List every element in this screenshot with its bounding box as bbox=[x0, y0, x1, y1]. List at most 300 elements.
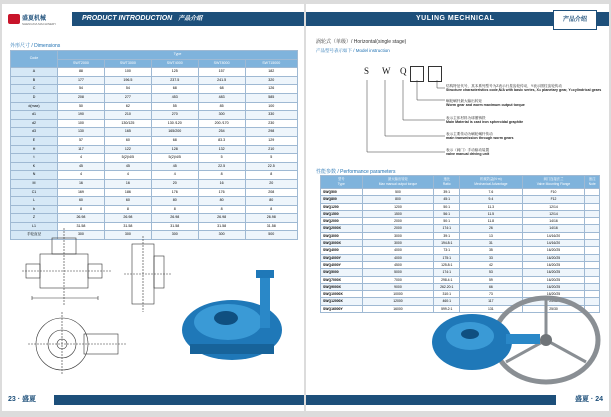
dimension-value-cell: 85 bbox=[198, 102, 245, 111]
performance-header-cn: 阀门连接法兰 bbox=[543, 177, 564, 181]
performance-cell: SWQ1500 bbox=[321, 210, 363, 217]
performance-cell: SWQ4000Y bbox=[321, 254, 363, 261]
dimension-row bbox=[11, 68, 298, 77]
dimension-value-cell: 26.98 bbox=[104, 214, 151, 223]
performance-cell: 11.5 bbox=[460, 210, 522, 217]
dimension-value-cell: 8 bbox=[58, 205, 105, 214]
model-item-3: 表示主体材料为球墨铸铁 Main Material is cast iron spheroidal graphite bbox=[446, 116, 524, 124]
dimension-row bbox=[11, 119, 298, 128]
dimension-value-cell: 8 bbox=[198, 205, 245, 214]
dimension-value-cell: 88 bbox=[58, 68, 105, 77]
performance-cell bbox=[585, 225, 600, 232]
dimension-code-cell: C1 bbox=[11, 188, 58, 197]
performance-cell: 7000 bbox=[362, 276, 434, 283]
bottom-view-drawing bbox=[28, 312, 126, 374]
dimension-code-cell: E bbox=[11, 136, 58, 145]
dimension-value-cell: 54 bbox=[104, 85, 151, 94]
dimension-row bbox=[11, 102, 298, 111]
dimension-value-cell: 117 bbox=[58, 145, 105, 154]
performance-cell: SWQ500 bbox=[321, 189, 363, 196]
dimension-row bbox=[11, 128, 298, 137]
horizontal-section-title: 涡轮式（单级）/ Horizontal(single stage) bbox=[316, 39, 407, 45]
performance-cell bbox=[585, 218, 600, 225]
performance-table bbox=[320, 175, 600, 313]
dimension-value-cell: 5(2)/4/5 bbox=[104, 154, 151, 163]
left-page-number: 23 bbox=[8, 396, 16, 403]
performance-row bbox=[321, 247, 600, 254]
dimension-row bbox=[11, 188, 298, 197]
performance-cell: 31 bbox=[460, 240, 522, 247]
performance-cell: 500 bbox=[362, 189, 434, 196]
performance-cell: 73 bbox=[460, 291, 522, 298]
code-header: Code bbox=[11, 51, 58, 68]
performance-header-cn: 最大输出转矩 bbox=[388, 177, 408, 181]
dimensions-section-title: 外形尺寸 / Dimensions bbox=[10, 43, 61, 49]
dimension-row bbox=[11, 214, 298, 223]
performance-header-cn: 速比 bbox=[443, 177, 451, 181]
performance-cell: SWQ10000X bbox=[321, 291, 363, 298]
performance-cell: 16000 bbox=[362, 305, 434, 312]
dimension-value-cell: 8 bbox=[198, 171, 245, 180]
performance-cell: SWQ12000X bbox=[321, 298, 363, 305]
model-item-4: 表示主要传动为蜗轮蜗杆传动 main transmission through worm gears bbox=[446, 132, 514, 140]
performance-cell: SWQ9000X bbox=[321, 283, 363, 290]
dimension-value-cell: 68 bbox=[151, 136, 198, 145]
dimension-value-cell: 26.98 bbox=[198, 214, 245, 223]
dimension-value-cell: 55 bbox=[151, 102, 198, 111]
performance-cell: 39:1 bbox=[434, 189, 460, 196]
performance-section-title: 性能参数 / Performance parameters bbox=[316, 169, 396, 175]
dimension-value-cell: 80 bbox=[245, 197, 297, 206]
dimension-value-cell: 208 bbox=[58, 93, 105, 102]
right-footer: 盛夏 · 24 bbox=[574, 396, 603, 403]
model-header: SWT3000 bbox=[104, 59, 151, 68]
performance-cell: 56:1 bbox=[434, 210, 460, 217]
dimension-code-cell: K bbox=[11, 162, 58, 171]
performance-cell: 16/20/25 bbox=[522, 291, 585, 298]
model-header: SWT15000 bbox=[245, 59, 297, 68]
dimension-row bbox=[11, 197, 298, 206]
performance-header bbox=[460, 176, 522, 189]
dimension-value-cell: 186 bbox=[104, 188, 151, 197]
dimension-row bbox=[11, 85, 298, 94]
right-page-number: 24 bbox=[595, 396, 603, 403]
performance-cell: 14/16 bbox=[522, 218, 585, 225]
dimension-code-cell: N bbox=[11, 171, 58, 180]
performance-row bbox=[321, 254, 600, 261]
dimension-row bbox=[11, 111, 298, 120]
dimension-value-cell: 300 bbox=[58, 231, 105, 240]
performance-cell bbox=[585, 232, 600, 239]
dimension-row bbox=[11, 154, 298, 163]
performance-cell: 4000 bbox=[362, 247, 434, 254]
performance-row bbox=[321, 189, 600, 196]
performance-cell: 1500 bbox=[362, 210, 434, 217]
performance-cell bbox=[585, 189, 600, 196]
performance-row bbox=[321, 240, 600, 247]
dimension-code-cell: 手轮直径 bbox=[11, 231, 58, 240]
brand-name-cn: 盛夏机械 bbox=[22, 16, 47, 22]
performance-cell: 16/20/25 bbox=[522, 276, 585, 283]
performance-cell: 16/20/25 bbox=[522, 283, 585, 290]
performance-cell: 1200 bbox=[362, 203, 434, 210]
performance-cell: 175:1 bbox=[434, 254, 460, 261]
dimension-row bbox=[11, 179, 298, 188]
dimension-row bbox=[11, 205, 298, 214]
side-view-drawing bbox=[124, 236, 172, 312]
dimension-value-cell: 300 bbox=[198, 231, 245, 240]
performance-cell: 4500 bbox=[362, 261, 434, 268]
performance-cell: 800 bbox=[362, 196, 434, 203]
model-item-1: 结构特征代号，其本系列型号为Z表示行星齿轮传动，Y表示圆柱齿轮传动 Structure characteristics code,N/A with basic series, X= planetary gear, Y=cylindrical gears bbox=[446, 84, 602, 92]
performance-cell: 11.3 bbox=[460, 203, 522, 210]
dimension-value-cell: 20 bbox=[245, 179, 297, 188]
dimension-value-cell: 190 bbox=[58, 111, 105, 120]
dimension-value-cell: 230 bbox=[245, 119, 297, 128]
performance-header bbox=[321, 176, 363, 189]
performance-cell: 12000 bbox=[362, 298, 434, 305]
performance-cell bbox=[585, 254, 600, 261]
performance-header bbox=[362, 176, 434, 189]
right-header-tag: 产品介绍 bbox=[553, 10, 597, 30]
performance-cell: 5000 bbox=[362, 269, 434, 276]
performance-header-en: Ratio bbox=[442, 182, 451, 186]
performance-cell: 45:1 bbox=[434, 196, 460, 203]
performance-cell bbox=[585, 210, 600, 217]
performance-cell: 298.4:1 bbox=[434, 276, 460, 283]
dimension-value-cell: 60 bbox=[58, 197, 105, 206]
dimension-value-cell: 129 bbox=[245, 136, 297, 145]
performance-cell: 9000 bbox=[362, 283, 434, 290]
dimension-value-cell: 31.58 bbox=[198, 222, 245, 231]
dimension-value-cell: 5 bbox=[245, 154, 297, 163]
model-header: SWT2000 bbox=[58, 59, 105, 68]
left-header-title: PRODUCT INTRODUCTION 产品介绍 bbox=[82, 15, 203, 22]
model-instruction-title: 产品型号表示如下 / Model instruction bbox=[316, 48, 390, 53]
model-letter-3: Q bbox=[400, 66, 407, 76]
performance-cell: 174:1 bbox=[434, 269, 460, 276]
dimension-value-cell: 16 bbox=[104, 179, 151, 188]
dimension-value-cell: 210 bbox=[245, 145, 297, 154]
dimension-value-cell: 128 bbox=[151, 145, 198, 154]
performance-cell: 25/30 bbox=[522, 305, 585, 312]
dimension-row bbox=[11, 162, 298, 171]
performance-header bbox=[585, 176, 600, 189]
performance-cell: 25/30 bbox=[522, 298, 585, 305]
performance-row bbox=[321, 283, 600, 290]
dimension-row bbox=[11, 93, 298, 102]
performance-row bbox=[321, 232, 600, 239]
performance-cell: SWQ3000X bbox=[321, 240, 363, 247]
dimension-value-cell: 157 bbox=[198, 68, 245, 77]
performance-cell: 12/14 bbox=[522, 210, 585, 217]
model-letter-2: W bbox=[382, 66, 391, 76]
left-footer-brand: 盛夏 bbox=[22, 396, 37, 403]
dimension-value-cell: 100 bbox=[104, 68, 151, 77]
dimension-value-cell: 237.5 bbox=[151, 76, 198, 85]
dimension-value-cell: 130 bbox=[58, 128, 105, 137]
right-header-title: YULING MECHNICAL bbox=[416, 15, 495, 22]
dimension-value-cell: 83.3 bbox=[198, 136, 245, 145]
model-item-5: 表示（阀门）手动驱动装置 valve manual driving unit bbox=[446, 148, 490, 156]
dimension-value-cell: 26.98 bbox=[245, 214, 297, 223]
dimension-value-cell: 300 bbox=[151, 231, 198, 240]
performance-cell: SWQ800 bbox=[321, 196, 363, 203]
performance-cell: 4000 bbox=[362, 254, 434, 261]
left-footer: 23 · 盛夏 bbox=[8, 396, 37, 403]
performance-cell: 13 bbox=[460, 232, 522, 239]
dimension-row bbox=[11, 171, 298, 180]
model-item-2: 蜗轮蜗杆最大输出转矩 Worm gear and worm maximum output torque bbox=[446, 99, 525, 107]
dimension-value-cell: 8 bbox=[104, 205, 151, 214]
dimension-row bbox=[11, 136, 298, 145]
dimension-value-cell: 80 bbox=[151, 197, 198, 206]
dimension-value-cell: 26.98 bbox=[151, 214, 198, 223]
performance-cell: 16/20/25 bbox=[522, 247, 585, 254]
performance-cell bbox=[585, 261, 600, 268]
performance-row bbox=[321, 261, 600, 268]
dimension-value-cell: 68 bbox=[198, 85, 245, 94]
performance-cell: 50:1 bbox=[434, 218, 460, 225]
performance-cell: SWQ3000 bbox=[321, 232, 363, 239]
performance-cell: 59 bbox=[460, 276, 522, 283]
dimension-value-cell: 62 bbox=[104, 102, 151, 111]
dimension-value-cell: 176 bbox=[198, 188, 245, 197]
dimension-value-cell: 26.98 bbox=[58, 214, 105, 223]
dimension-value-cell: 22.5 bbox=[245, 162, 297, 171]
left-header-bar bbox=[72, 12, 304, 26]
dimension-value-cell: 45 bbox=[104, 162, 151, 171]
dimension-value-cell: 80 bbox=[198, 197, 245, 206]
performance-cell: 310:1 bbox=[434, 291, 460, 298]
dimension-value-cell: 130 /120 bbox=[151, 119, 198, 128]
performance-cell: 194.8:1 bbox=[434, 240, 460, 247]
dimension-value-cell: 182 bbox=[245, 68, 297, 77]
handwheel-gearbox-photo bbox=[426, 294, 606, 394]
performance-row bbox=[321, 196, 600, 203]
dimension-row bbox=[11, 145, 298, 154]
performance-cell: SWQ7000X bbox=[321, 276, 363, 283]
dimension-value-cell: 31.58 bbox=[245, 222, 297, 231]
performance-cell: 14/16/20 bbox=[522, 232, 585, 239]
dimension-value-cell: 200 /170 bbox=[198, 119, 245, 128]
dimension-value-cell: 320 bbox=[245, 76, 297, 85]
performance-cell bbox=[585, 203, 600, 210]
dimension-value-cell: 126 bbox=[245, 85, 297, 94]
dimension-value-cell: 31.58 bbox=[151, 222, 198, 231]
dimension-code-cell: L1 bbox=[11, 222, 58, 231]
gearbox-product-photo bbox=[182, 270, 282, 360]
dimension-value-cell: 68 bbox=[151, 85, 198, 94]
performance-cell: 14/16 bbox=[522, 225, 585, 232]
dimension-value-cell: 165 bbox=[104, 128, 151, 137]
performance-row bbox=[321, 218, 600, 225]
dimension-value-cell: 585 bbox=[245, 93, 297, 102]
performance-cell: SWQ5000 bbox=[321, 269, 363, 276]
dimension-code-cell: D bbox=[11, 93, 58, 102]
performance-row bbox=[321, 225, 600, 232]
performance-cell bbox=[585, 276, 600, 283]
performance-cell: SWQ4000 bbox=[321, 247, 363, 254]
performance-header-en: Max manual output torque bbox=[378, 182, 418, 186]
model-header: SWT4000 bbox=[151, 59, 198, 68]
performance-cell: 3000 bbox=[362, 240, 434, 247]
performance-cell: 174:1 bbox=[434, 225, 460, 232]
performance-cell bbox=[585, 196, 600, 203]
dimension-code-cell: t bbox=[11, 154, 58, 163]
performance-cell: 125.8:1 bbox=[434, 261, 460, 268]
dimension-code-cell: M bbox=[11, 179, 58, 188]
dimension-value-cell: 210 bbox=[104, 111, 151, 120]
performance-row bbox=[321, 210, 600, 217]
performance-cell: 10000 bbox=[362, 291, 434, 298]
dimension-code-cell: H bbox=[11, 145, 58, 154]
type-header: Type bbox=[58, 51, 298, 60]
right-page bbox=[306, 4, 609, 411]
dimension-value-cell: 5(2)/4/5 bbox=[151, 154, 198, 163]
dimension-value-cell: 196.5 bbox=[104, 76, 151, 85]
dimension-value-cell: 4 bbox=[58, 154, 105, 163]
dimensions-table bbox=[10, 50, 298, 240]
performance-header-en: Mechanical Advantage bbox=[474, 182, 508, 186]
performance-header-en: Note bbox=[588, 182, 596, 186]
dimension-value-cell: 22.5 bbox=[198, 162, 245, 171]
performance-cell: 16/20/25 bbox=[522, 269, 585, 276]
dimension-value-cell: 277 bbox=[104, 93, 151, 102]
dimension-value-cell: 483 bbox=[198, 93, 245, 102]
dimension-drawings bbox=[22, 226, 292, 376]
brand-name-en: SHENGXIA MACHINERY bbox=[22, 22, 57, 26]
performance-cell: SWQ2000 bbox=[321, 218, 363, 225]
performance-cell: SWQ1200 bbox=[321, 203, 363, 210]
dimension-value-cell: 300 bbox=[198, 111, 245, 120]
dimension-value-cell: 16 bbox=[198, 179, 245, 188]
performance-cell: 599.2:1 bbox=[434, 305, 460, 312]
dimension-value-cell: 54 bbox=[58, 85, 105, 94]
dimension-code-cell: Z bbox=[11, 214, 58, 223]
performance-cell: SWQ4000Y bbox=[321, 261, 363, 268]
performance-cell: 53 bbox=[460, 269, 522, 276]
dimension-value-cell: 122 bbox=[104, 145, 151, 154]
dimension-value-cell: 453 bbox=[151, 93, 198, 102]
left-page bbox=[2, 4, 304, 411]
model-letter-1: S bbox=[364, 66, 370, 76]
dimension-value-cell: 132 bbox=[198, 145, 245, 154]
dimension-value-cell: 241.5 bbox=[198, 76, 245, 85]
dimension-value-cell: 45 bbox=[151, 162, 198, 171]
performance-cell: 35 bbox=[460, 247, 522, 254]
gearbox-body bbox=[432, 314, 540, 370]
dimension-code-cell: L bbox=[11, 197, 58, 206]
dimension-code-cell: A bbox=[11, 68, 58, 77]
performance-cell: SWQ2000X bbox=[321, 225, 363, 232]
performance-row bbox=[321, 269, 600, 276]
dimension-value-cell: 45 bbox=[58, 162, 105, 171]
performance-header-en: Type bbox=[337, 182, 345, 186]
dimension-value-cell: 208 bbox=[245, 188, 297, 197]
dimension-code-cell: d3 bbox=[11, 128, 58, 137]
dimension-code-cell: d(max) bbox=[11, 102, 58, 111]
dimension-value-cell: 100 bbox=[245, 102, 297, 111]
performance-cell bbox=[585, 283, 600, 290]
performance-cell: 7.6 bbox=[460, 189, 522, 196]
brand-logo bbox=[8, 14, 20, 24]
performance-cell: 16/20/25 bbox=[522, 261, 585, 268]
performance-cell: 14/16/20 bbox=[522, 240, 585, 247]
right-header-bar bbox=[306, 12, 609, 26]
dimension-code-cell: B bbox=[11, 76, 58, 85]
performance-header bbox=[522, 176, 585, 189]
dimension-value-cell: 60 bbox=[104, 197, 151, 206]
performance-cell: 12/14 bbox=[522, 203, 585, 210]
performance-cell: F10 bbox=[522, 189, 585, 196]
performance-cell: 2000 bbox=[362, 225, 434, 232]
performance-header-cn: 型号 bbox=[337, 177, 345, 181]
performance-row bbox=[321, 203, 600, 210]
performance-cell bbox=[585, 269, 600, 276]
performance-cell: F12 bbox=[522, 196, 585, 203]
performance-row bbox=[321, 276, 600, 283]
dimension-value-cell: 165/200 bbox=[151, 128, 198, 137]
dimension-value-cell: 169 bbox=[58, 188, 105, 197]
dimension-code-cell: d2 bbox=[11, 119, 58, 128]
dimension-value-cell: 130/125 bbox=[104, 119, 151, 128]
performance-cell: 460:1 bbox=[434, 298, 460, 305]
performance-cell: 131 bbox=[460, 305, 522, 312]
dimension-value-cell: 8 bbox=[245, 171, 297, 180]
dimension-row bbox=[11, 76, 298, 85]
performance-cell: 39:1 bbox=[434, 232, 460, 239]
performance-cell: 16/20/25 bbox=[522, 254, 585, 261]
performance-cell: 50:1 bbox=[434, 203, 460, 210]
dimension-value-cell: 100 bbox=[58, 119, 105, 128]
dimension-value-cell: 254 bbox=[198, 128, 245, 137]
dimension-value-cell: 57 bbox=[58, 136, 105, 145]
performance-cell: 9.4 bbox=[460, 196, 522, 203]
dimension-value-cell: 330 bbox=[245, 111, 297, 120]
dimension-value-cell: 4 bbox=[151, 171, 198, 180]
dimension-value-cell: 50 bbox=[58, 102, 105, 111]
dimension-value-cell: 8 bbox=[245, 205, 297, 214]
model-header: SWT8000 bbox=[198, 59, 245, 68]
dimension-value-cell: 5 bbox=[198, 154, 245, 163]
dimension-value-cell: 500 bbox=[245, 231, 297, 240]
performance-cell: 117 bbox=[460, 298, 522, 305]
performance-header-cn: 备注 bbox=[588, 177, 596, 181]
dimension-value-cell: 270 bbox=[151, 111, 198, 120]
dimension-value-cell: 4 bbox=[58, 171, 105, 180]
dimension-code-cell: d1 bbox=[11, 111, 58, 120]
dimension-value-cell: 20 bbox=[151, 179, 198, 188]
right-footer-brand: 盛夏 bbox=[574, 396, 589, 403]
performance-cell: 2000 bbox=[362, 218, 434, 225]
dimension-value-cell: 177 bbox=[58, 76, 105, 85]
dimension-code-cell: C bbox=[11, 85, 58, 94]
dimension-value-cell: 4 bbox=[104, 171, 151, 180]
performance-cell: 26 bbox=[460, 225, 522, 232]
performance-cell bbox=[585, 247, 600, 254]
dimension-value-cell: 31.58 bbox=[104, 222, 151, 231]
dimension-value-cell: 125 bbox=[151, 68, 198, 77]
performance-cell: 33 bbox=[460, 254, 522, 261]
performance-header-en: Valve Mounting Flange bbox=[536, 182, 571, 186]
left-footer-bar bbox=[54, 395, 304, 405]
dimension-value-cell: 60 bbox=[104, 136, 151, 145]
dimension-value-cell: 16 bbox=[58, 179, 105, 188]
performance-cell: 262.20:1 bbox=[434, 283, 460, 290]
performance-header-cn: 机械效益(N·m) bbox=[480, 177, 502, 181]
performance-cell: 3000 bbox=[362, 232, 434, 239]
